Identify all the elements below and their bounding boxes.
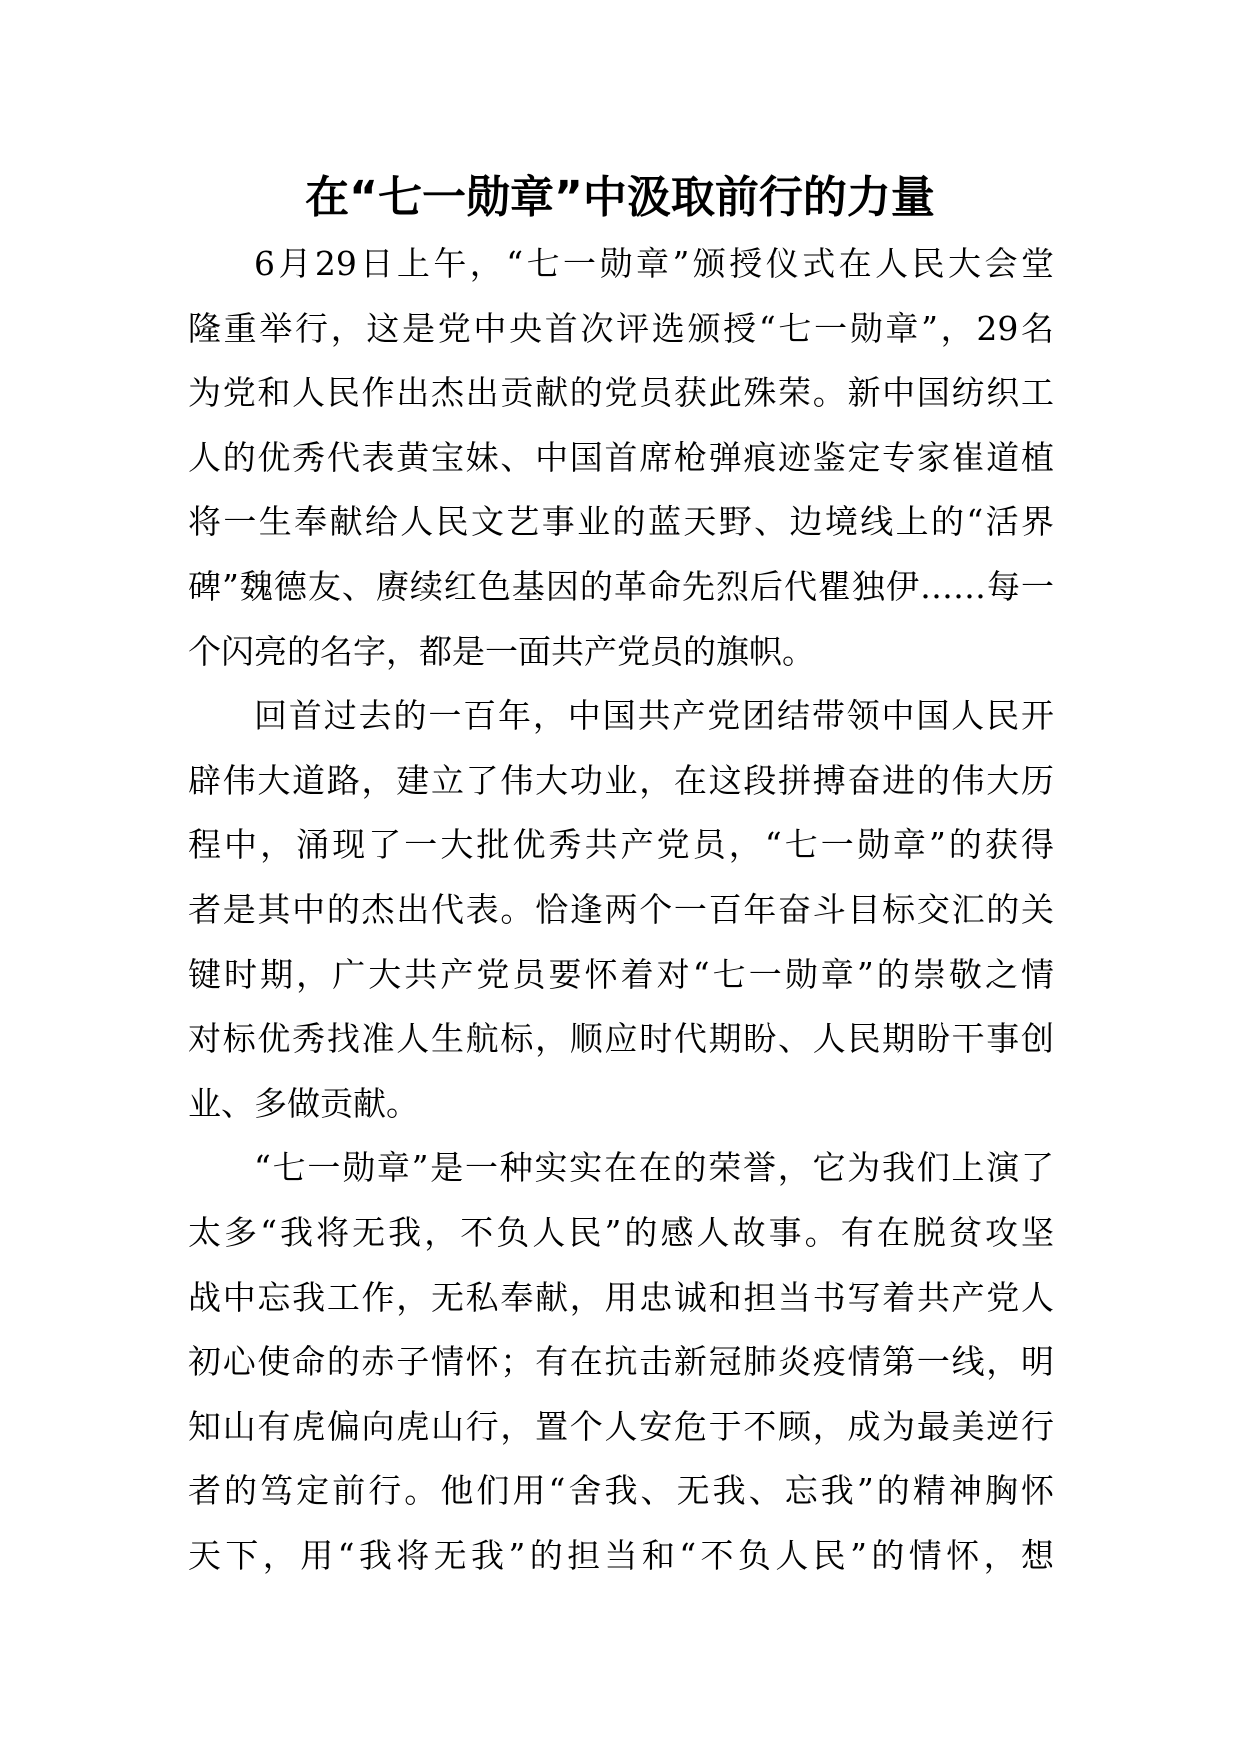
text-line: 人的优秀代表黄宝妹、中国首席枪弹痕迹鉴定专家崔道植 <box>188 437 1054 477</box>
paragraph <box>188 232 1054 684</box>
text-line: 辟伟大道路，建立了伟大功业，在这段拼搏奋进的伟大历 <box>188 760 1054 800</box>
text-line: 天下，用“我将无我”的担当和“不负人民”的情怀，想 <box>188 1535 1054 1575</box>
text-line: 隆重举行，这是党中央首次评选颁授“七一勋章”，29名 <box>188 308 1054 348</box>
text-line: 者是其中的杰出代表。恰逢两个一百年奋斗目标交汇的关 <box>188 889 1054 929</box>
paragraph <box>188 1136 1054 1588</box>
text-line: 为党和人民作出杰出贡献的党员获此殊荣。新中国纺织工 <box>188 373 1054 413</box>
document-title: 在“七一勋章”中汲取前行的力量 <box>305 172 935 223</box>
text-line: 对标优秀找准人生航标，顺应时代期盼、人民期盼干事创 <box>188 1019 1054 1059</box>
text-line: “七一勋章”是一种实实在在的荣誉，它为我们上演了 <box>254 1148 1054 1188</box>
text-line: 个闪亮的名字，都是一面共产党员的旗帜。 <box>188 631 815 671</box>
text-line: 太多“我将无我，不负人民”的感人故事。有在脱贫攻坚 <box>188 1212 1054 1252</box>
text-line: 程中，涌现了一大批优秀共产党员，“七一勋章”的获得 <box>188 825 1054 865</box>
text-line: 业、多做贡献。 <box>188 1083 419 1123</box>
text-line: 键时期，广大共产党员要怀着对“七一勋章”的崇敬之情 <box>188 954 1054 994</box>
text-line: 回首过去的一百年，中国共产党团结带领中国人民开 <box>254 696 1054 736</box>
text-line: 者的笃定前行。他们用“舍我、无我、忘我”的精神胸怀 <box>188 1471 1054 1511</box>
document-body <box>188 232 1054 1588</box>
text-line: 将一生奉献给人民文艺事业的蓝天野、边境线上的“活界 <box>188 502 1054 542</box>
text-line: 6月29日上午，“七一勋章”颁授仪式在人民大会堂 <box>254 244 1054 283</box>
paragraph <box>188 684 1054 1136</box>
text-line: 知山有虎偏向虎山行，置个人安危于不顾，成为最美逆行 <box>188 1406 1054 1446</box>
text-line: 初心使命的赤子情怀；有在抗击新冠肺炎疫情第一线，明 <box>188 1342 1054 1382</box>
text-line: 战中忘我工作，无私奉献，用忠诚和担当书写着共产党人 <box>188 1277 1054 1317</box>
text-line: 碑”魏德友、赓续红色基因的革命先烈后代瞿独伊……每一 <box>188 566 1054 606</box>
